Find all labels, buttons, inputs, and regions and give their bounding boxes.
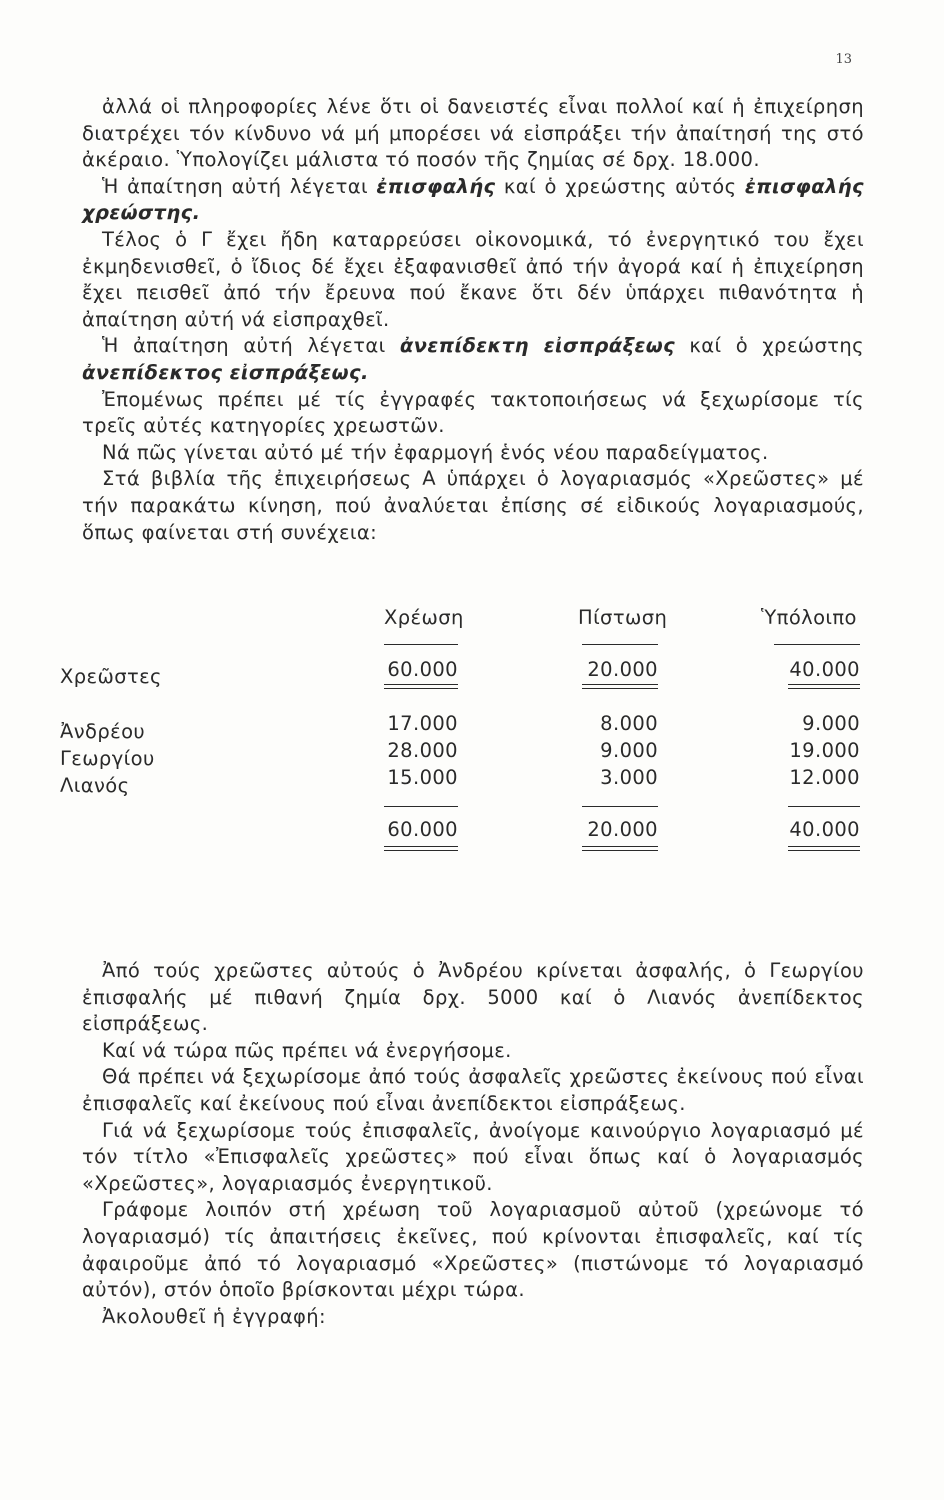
paragraph: [82, 174, 864, 227]
subtotal-rule-balance: [788, 806, 860, 807]
paragraph: [82, 333, 864, 386]
row-credit-andreou: 8.000: [600, 712, 658, 735]
paragraph-text: Ἀκολουθεῖ ἡ ἐγγραφή:: [102, 1304, 326, 1328]
row-debit-andreou: 17.000: [387, 712, 458, 735]
subtotal-rule-debit: [384, 806, 458, 807]
paragraph: [82, 1064, 864, 1117]
control-double-rule-debit: [384, 684, 458, 689]
control-double-rule-credit: [582, 684, 658, 689]
paragraph-text: καί ὁ χρεώστης: [675, 334, 865, 358]
control-balance: 40.000: [789, 658, 860, 681]
paragraph-text: Ἡ ἀπαίτηση αὐτή λέγεται: [102, 174, 377, 198]
body-text-top: [82, 94, 864, 546]
total-balance: 40.000: [789, 818, 860, 841]
row-balance-lianos: 12.000: [789, 766, 860, 789]
paragraph-text: Τέλος ὁ Γ ἔχει ἤδη καταρρεύσει οἰκονομικά, τό ἐνεργητικό του ἔχει ἐκμηδενισθεῖ, ὁ ἴδιος δέ ἔχει ἐξαφανισθεῖ ἀπό τήν ἀγορά καί ἡ ἐπιχείρηση ἔχει πεισθεῖ ἀπό τήν ἔρευνα πού ἔκανε ὅτι δέν ὑπάρχει πιθανότητα ἡ ἀπαίτηση αὐτή νά εἰσπραχθεῖ.: [82, 227, 864, 331]
paragraph: [82, 958, 864, 1038]
row-debit-georgiou: 28.000: [387, 739, 458, 762]
subtotal-rule-credit: [582, 806, 658, 807]
row-balance-andreou: 9.000: [802, 712, 860, 735]
paragraph: [82, 440, 864, 467]
paragraph: [82, 1118, 864, 1198]
paragraph-text: Ἀπό τούς χρεῶστες αὐτούς ὁ Ἀνδρέου κρίνεται ἀσφαλής, ὁ Γεωργίου ἐπισφαλής μέ πιθανή ζημία δρχ. 5000 καί ὁ Λιανός ἀνεπίδεκτος εἰσπράξεως.: [82, 959, 864, 1036]
emphasized-term: ἀνεπίδεκτη εἰσπράξεως: [399, 334, 676, 358]
paragraph: [82, 466, 864, 546]
row-balance-georgiou: 19.000: [789, 739, 860, 762]
paragraph-text: Νά πῶς γίνεται αὐτό μέ τήν ἐφαρμογή ἑνός νέου παραδείγματος.: [102, 440, 769, 464]
header-balance: Ὑπόλοιπο: [761, 606, 857, 629]
emphasized-term: ἀνεπίδεκτος εἰσπράξεως.: [82, 360, 369, 384]
paragraph-text: καί ὁ χρεώστης αὐτός: [495, 174, 745, 198]
row-debit-lianos: 15.000: [387, 766, 458, 789]
paragraph-text: Θά πρέπει νά ξεχωρίσομε ἀπό τούς ἀσφαλεῖς χρεῶστες ἐκείνους πού εἶναι ἐπισφαλεῖς καί ἐκείνους πού εἶναι ἀνεπίδεκτοι εἰσπράξεως.: [82, 1065, 864, 1115]
total-double-rule-debit: [384, 846, 458, 851]
total-credit: 20.000: [587, 818, 658, 841]
page-number: 13: [835, 52, 852, 67]
paragraph-text: ἀλλά οἱ πληροφορίες λένε ὅτι οἱ δανειστές εἶναι πολλοί καί ἡ ἐπιχείρηση διατρέχει τόν κίνδυνο νά μή μπορέσει νά εἰσπράξει τήν ἀπαίτησή της στό ἀκέραιο. Ὑπολογίζει μάλιστα τό ποσόν τῆς ζημίας σέ δρχ. 18.000.: [82, 95, 864, 172]
header-debit: Χρέωση: [384, 606, 464, 629]
paragraph-text: Γράφομε λοιπόν στή χρέωση τοῦ λογαριασμοῦ αὐτοῦ (χρεώνομε τό λογαριασμό) τίς ἀπαιτήσεις ἐκεῖνες, πού κρίνονται ἐπισφαλεῖς, καί τίς ἀφαιροῦμε ἀπό τό λογαριασμό «Χρεῶστες» (πιστώνομε τό λογαριασμό αὐτόν), στόν ὁποῖο βρίσκονται μέχρι τώρα.: [82, 1198, 864, 1302]
control-account-label: Χρεῶστες: [60, 665, 162, 688]
row-label-georgiou: Γεωργίου: [60, 747, 155, 770]
paragraph-text: Καί νά τώρα πῶς πρέπει νά ἐνεργήσομε.: [102, 1038, 512, 1062]
body-text-bottom: [82, 958, 864, 1330]
header-rule-balance: [774, 644, 860, 645]
paragraph-text: Ἐπομένως πρέπει μέ τίς ἐγγραφές τακτοποιήσεως νά ξεχωρίσομε τίς τρεῖς αὐτές κατηγορίες χρεωστῶν.: [82, 387, 864, 438]
total-double-rule-balance: [788, 846, 860, 851]
paragraph-text: Ἡ ἀπαίτηση αὐτή λέγεται: [102, 334, 400, 358]
paragraph: [82, 387, 864, 440]
row-label-lianos: Λιανός: [60, 774, 130, 797]
emphasized-term: ἐπισφαλής χρεώστης.: [82, 174, 864, 225]
row-credit-lianos: 3.000: [600, 766, 658, 789]
paragraph-text: Γιά νά ξεχωρίσομε τούς ἐπισφαλεῖς, ἀνοίγομε καινούργιο λογαριασμό μέ τόν τίτλο «Ἐπισφαλεῖς χρεῶστες» πού εἶναι ὅπως καί ὁ λογαριασμός «Χρεῶστες», λογαριασμός ἐνεργητικοῦ.: [82, 1118, 864, 1195]
total-double-rule-credit: [582, 846, 658, 851]
emphasized-term: ἐπισφαλής: [376, 174, 496, 198]
header-rule-credit: [582, 644, 658, 645]
paragraph-text: Στά βιβλία τῆς ἐπιχειρήσεως Α ὑπάρχει ὁ λογαριασμός «Χρεῶστες» μέ τήν παρακάτω κίνηση, πού ἀναλύεται ἐπίσης σέ εἰδικούς λογαριασμούς, ὅπως φαίνεται στή συνέχεια:: [82, 467, 864, 544]
paragraph: [82, 1197, 864, 1303]
paragraph: [82, 227, 864, 333]
paragraph: [82, 1038, 864, 1065]
row-label-andreou: Ἀνδρέου: [60, 720, 146, 743]
paragraph: [82, 1304, 864, 1331]
control-credit: 20.000: [587, 658, 658, 681]
row-credit-georgiou: 9.000: [600, 739, 658, 762]
paragraph: [82, 94, 864, 174]
header-rule-debit: [384, 644, 458, 645]
control-debit: 60.000: [387, 658, 458, 681]
header-credit: Πίστωση: [578, 606, 668, 629]
total-debit: 60.000: [387, 818, 458, 841]
control-double-rule-balance: [788, 684, 860, 689]
